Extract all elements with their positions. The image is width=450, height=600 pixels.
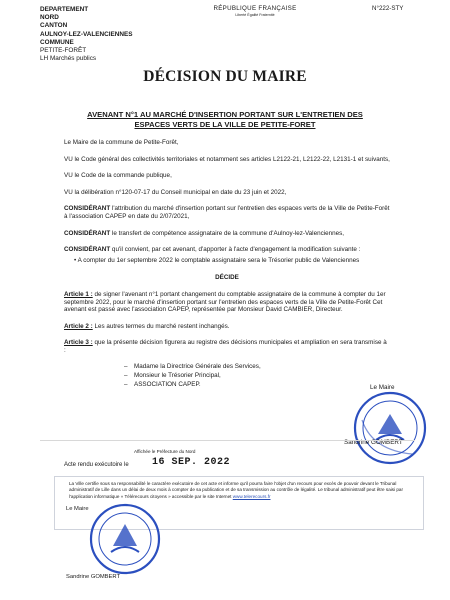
- article-label: Article 3 :: [64, 339, 93, 347]
- republic-motto: Liberté Égalité Fraternité: [235, 13, 275, 17]
- executory-label: Acte rendu exécutoire le: [64, 462, 129, 468]
- modification-bullet: • A compter du 1er septembre 2022 le comptable assignataire sera le Trésorier public de Valenciennes: [74, 256, 360, 264]
- header-line: PETITE-FORÊT: [40, 47, 87, 55]
- header-sub-service: LH Marchés publics: [40, 55, 97, 63]
- date-stamp: 16 SEP. 2022: [152, 457, 231, 468]
- article-2: [64, 323, 390, 331]
- legal-basis-paragraph: VU le Code de la commande publique,: [64, 172, 172, 180]
- intro-paragraph: Le Maire de la commune de Petite-Forêt,: [64, 139, 179, 146]
- article-text: Les autres termes du marché restent inchangés.: [92, 322, 230, 330]
- telerecours-link[interactable]: www.telerecours.fr: [232, 493, 271, 499]
- recipients-list: [124, 362, 390, 389]
- republic-heading: [205, 5, 305, 17]
- article-1: [64, 291, 390, 314]
- decision-body: [64, 139, 390, 389]
- decision-subject: AVENANT N°1 AU MARCHÉ D'INSERTION PORTANT SUR L'ENTRETIEN DES ESPACES VERTS DE LA VILLE DE PETITE-FORET: [87, 110, 363, 129]
- legal-notice-body: La Ville certifie sous sa responsabilité le caractère exécutoire de cet acte et informe qu'il pourra faire l'objet d'un recours pour excès de pouvoir devant le Tribunal administratif de Lille dans un délai de deux mois à compter de sa publication et de sa transmission au contrôle de légalité. Le tribunal administratif peut être saisi par l'application informatique « Télérecours citoyens » accessible par le site Internet: [69, 481, 403, 499]
- modification-text: A compter du 1er septembre 2022 le comptable assignataire sera le Trésorier public de Valenciennes: [77, 256, 360, 264]
- signature-name: Sandrine GOMBERT: [344, 439, 403, 446]
- signature-title: Le Maire: [370, 384, 395, 391]
- considerant-text: le transfert de compétence assignataire de la commune d'Aulnoy-lez-Valenciennes,: [110, 229, 345, 237]
- section-divider: [40, 440, 415, 441]
- article-3: [64, 339, 390, 354]
- document-number: N°222-STY: [372, 5, 404, 12]
- considerant-label: CONSIDÉRANT: [64, 246, 111, 254]
- considerant-paragraph: [64, 246, 390, 254]
- considerant-text: l'attribution du marché d'insertion portant sur l'entretien des espaces verts de la Ville de Petite-Forêt à l'association CAPEP en date du 2/07/2021,: [64, 205, 390, 220]
- article-text: que la présente décision figurera au registre des décisions municipales et ampliation en sera transmise à :: [64, 339, 387, 354]
- considerant-label: CONSIDÉRANT: [64, 229, 111, 237]
- header-line: AULNOY-LEZ-VALENCIENNES: [40, 30, 133, 38]
- header-line: DEPARTEMENT: [40, 6, 89, 13]
- recipient-item: – ASSOCIATION CAPEP.: [124, 380, 390, 389]
- recipient-item: – Madame la Directrice Générale des Services,: [124, 362, 390, 371]
- considerant-paragraph: [64, 205, 390, 220]
- bottom-signature-name: Sandrine GOMBERT: [66, 574, 121, 580]
- article-label: Article 2 :: [64, 322, 93, 330]
- considerant-paragraph: [64, 230, 390, 238]
- bottom-signature-title: Le Maire: [66, 506, 89, 512]
- article-text: de signer l'avenant n°1 portant changement du comptable assignataire de la commune à compter du 1er septembre 2022, pour le marché d'insertion portant sur l'entretien des espaces verts de la Ville de Petite-Forêt Cet avenant est passé avec l'association CAPEP, représentée par Monsieur David CAMBIER, Directeur.: [64, 290, 386, 314]
- received-label: Affichée le Préfecture du Nord: [134, 449, 196, 454]
- republic-label: RÉPUBLIQUE FRANÇAISE: [213, 5, 297, 12]
- recipient-item: – Monsieur le Trésorier Principal,: [124, 371, 390, 380]
- header-line: NORD: [40, 14, 59, 22]
- legal-basis-paragraph: VU le Code général des collectivités territoriales et notamment ses articles L2122-21, L2122-22, L2131-1 et suivants,: [64, 155, 390, 163]
- considerant-label: CONSIDÉRANT: [64, 205, 111, 213]
- header-administrative-block: [40, 6, 133, 63]
- considerant-text: qu'il convient, par cet avenant, d'apporter à l'acte d'engagement la modification suivante :: [110, 246, 361, 254]
- mayor-seal-stamp: [352, 390, 428, 466]
- deliberation-paragraph: VU la délibération n°120-07-17 du Conseil municipal en date du 23 juin et 2022,: [64, 188, 287, 196]
- legal-notice-text: [69, 481, 421, 500]
- header-line: COMMUNE: [40, 38, 74, 46]
- header-line: CANTON: [40, 22, 68, 30]
- article-label: Article 1 :: [64, 290, 93, 298]
- document-title: DÉCISION DU MAIRE: [143, 68, 307, 85]
- decide-heading: DÉCIDE: [215, 274, 239, 282]
- town-hall-seal-stamp: [88, 502, 162, 576]
